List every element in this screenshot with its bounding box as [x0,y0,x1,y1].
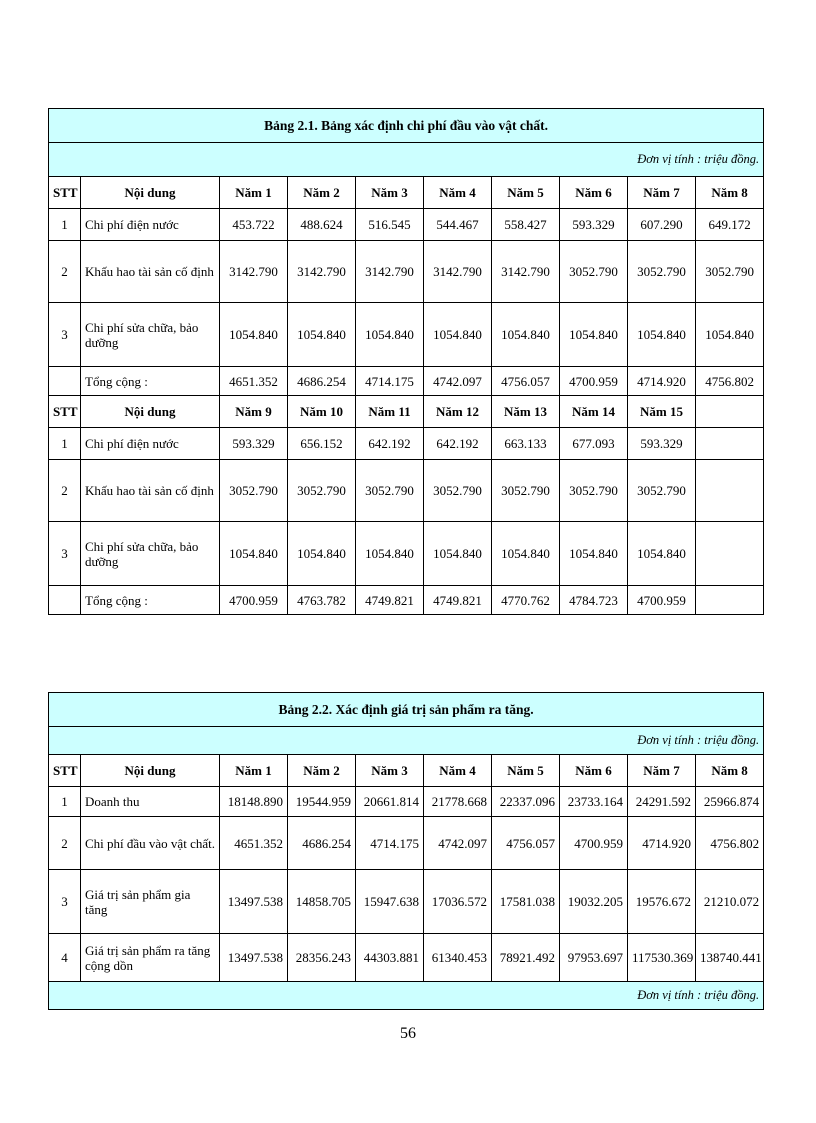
value-cell: 21778.668 [424,787,492,817]
value-cell: 3142.790 [492,241,560,303]
value-cell: 1054.840 [220,522,288,586]
value-cell: 3052.790 [492,460,560,522]
value-cell: 558.427 [492,209,560,241]
value-cell: 4714.175 [356,817,424,870]
value-cell: 28356.243 [288,934,356,982]
value-cell: 453.722 [220,209,288,241]
value-cell [696,586,764,615]
column-header: Năm 4 [424,177,492,209]
value-cell: 22337.096 [492,787,560,817]
value-cell: 25966.874 [696,787,764,817]
column-header: Năm 2 [288,177,356,209]
value-cell: 3052.790 [356,460,424,522]
value-cell: 3052.790 [628,241,696,303]
value-cell: 4714.920 [628,367,696,396]
value-cell: 4651.352 [220,817,288,870]
value-cell: 1054.840 [560,522,628,586]
column-header: Năm 1 [220,177,288,209]
value-cell: 4714.175 [356,367,424,396]
value-cell: 117530.369 [628,934,696,982]
header-row [49,177,764,209]
value-cell: 21210.072 [696,870,764,934]
row-number: 2 [49,460,81,522]
row-number: 1 [49,428,81,460]
column-header: Năm 9 [220,396,288,428]
value-cell: 4784.723 [560,586,628,615]
value-cell: 593.329 [628,428,696,460]
column-header: Năm 5 [492,177,560,209]
column-header: Năm 11 [356,396,424,428]
value-cell: 3052.790 [696,241,764,303]
value-cell [696,522,764,586]
table-row [49,870,764,934]
value-cell: 20661.814 [356,787,424,817]
value-cell: 4756.057 [492,817,560,870]
value-cell: 1054.840 [424,303,492,367]
value-cell: 4756.802 [696,817,764,870]
value-cell: 4749.821 [356,586,424,615]
column-header: Năm 6 [560,755,628,787]
row-label: Tổng cộng : [81,367,220,396]
row-label: Tổng cộng : [81,586,220,615]
column-header: Năm 6 [560,177,628,209]
row-number [49,586,81,615]
row-label: Khấu hao tài sản cố định [81,241,220,303]
value-cell: 4686.254 [288,367,356,396]
column-header: Năm 7 [628,755,696,787]
header-row [49,396,764,428]
header-row [49,755,764,787]
value-cell: 593.329 [560,209,628,241]
value-cell [696,428,764,460]
value-cell: 1054.840 [356,303,424,367]
column-header: Năm 10 [288,396,356,428]
table-row [49,209,764,241]
value-cell: 4651.352 [220,367,288,396]
value-cell: 663.133 [492,428,560,460]
row-label: Doanh thu [81,787,220,817]
row-label: Giá trị sản phẩm gia tăng [81,870,220,934]
row-number: 3 [49,870,81,934]
footer-row [49,982,764,1010]
value-cell: 3052.790 [220,460,288,522]
column-header: Năm 14 [560,396,628,428]
value-cell: 3142.790 [288,241,356,303]
value-cell: 488.624 [288,209,356,241]
value-cell: 14858.705 [288,870,356,934]
column-header: Năm 3 [356,755,424,787]
column-header: Năm 8 [696,755,764,787]
value-cell: 607.290 [628,209,696,241]
column-header [696,396,764,428]
column-header: Năm 4 [424,755,492,787]
row-label: Chi phí điện nước [81,209,220,241]
row-number: 2 [49,241,81,303]
value-cell: 649.172 [696,209,764,241]
value-cell: 3052.790 [424,460,492,522]
table-row [49,303,764,367]
column-header: STT [49,177,81,209]
unit-label: Đơn vị tính : triệu đồng. [49,143,764,177]
value-cell: 61340.453 [424,934,492,982]
value-cell: 19576.672 [628,870,696,934]
column-header: STT [49,396,81,428]
column-header: Năm 15 [628,396,696,428]
value-cell: 19032.205 [560,870,628,934]
value-cell: 642.192 [356,428,424,460]
table-row [49,787,764,817]
row-number: 1 [49,787,81,817]
value-cell: 516.545 [356,209,424,241]
value-cell: 4700.959 [220,586,288,615]
row-number: 3 [49,303,81,367]
table-row [49,241,764,303]
value-cell: 3052.790 [628,460,696,522]
table-row [49,934,764,982]
value-cell: 17581.038 [492,870,560,934]
value-cell: 544.467 [424,209,492,241]
value-cell: 4756.057 [492,367,560,396]
value-cell: 4686.254 [288,817,356,870]
column-header: Năm 13 [492,396,560,428]
value-cell: 1054.840 [492,522,560,586]
value-cell: 4770.762 [492,586,560,615]
table-row [49,428,764,460]
column-header: Năm 2 [288,755,356,787]
value-cell: 44303.881 [356,934,424,982]
table-row [49,522,764,586]
value-cell: 4763.782 [288,586,356,615]
value-cell: 656.152 [288,428,356,460]
row-number [49,367,81,396]
value-cell: 138740.441 [696,934,764,982]
table-value-added [48,692,764,1010]
table-row [49,367,764,396]
value-cell: 3052.790 [288,460,356,522]
value-cell: 78921.492 [492,934,560,982]
value-cell: 1054.840 [696,303,764,367]
column-header: Năm 5 [492,755,560,787]
column-header: Năm 3 [356,177,424,209]
value-cell: 4700.959 [560,367,628,396]
page-number: 56 [400,1025,416,1042]
value-cell: 1054.840 [560,303,628,367]
table-row [49,460,764,522]
column-header: Năm 1 [220,755,288,787]
table-row [49,586,764,615]
value-cell: 17036.572 [424,870,492,934]
value-cell: 19544.959 [288,787,356,817]
row-number: 4 [49,934,81,982]
column-header: Nội dung [81,177,220,209]
value-cell: 4742.097 [424,367,492,396]
value-cell: 3142.790 [424,241,492,303]
value-cell: 18148.890 [220,787,288,817]
unit-label: Đơn vị tính : triệu đồng. [49,982,764,1010]
row-label: Chi phí đầu vào vật chất. [81,817,220,870]
row-number: 3 [49,522,81,586]
value-cell: 593.329 [220,428,288,460]
row-label: Chi phí sửa chữa, bảo dưỡng [81,303,220,367]
table-title: Bảng 2.1. Bảng xác định chi phí đầu vào vật chất. [49,109,764,143]
column-header: STT [49,755,81,787]
table-input-costs [48,108,764,615]
row-label: Khấu hao tài sản cố định [81,460,220,522]
value-cell: 3142.790 [356,241,424,303]
value-cell: 4700.959 [628,586,696,615]
column-header: Năm 8 [696,177,764,209]
value-cell: 3142.790 [220,241,288,303]
value-cell [696,460,764,522]
value-cell: 1054.840 [288,303,356,367]
value-cell: 1054.840 [492,303,560,367]
value-cell: 4756.802 [696,367,764,396]
value-cell: 1054.840 [424,522,492,586]
value-cell: 4742.097 [424,817,492,870]
value-cell: 1054.840 [220,303,288,367]
row-label: Chi phí sửa chữa, bảo dưỡng [81,522,220,586]
row-label: Chi phí điện nước [81,428,220,460]
value-cell: 1054.840 [628,303,696,367]
value-cell: 13497.538 [220,934,288,982]
value-cell: 97953.697 [560,934,628,982]
value-cell: 4714.920 [628,817,696,870]
value-cell: 3052.790 [560,460,628,522]
row-label: Giá trị sản phẩm ra tăng cộng dồn [81,934,220,982]
value-cell: 677.093 [560,428,628,460]
unit-label: Đơn vị tính : triệu đồng. [49,727,764,755]
value-cell: 1054.840 [356,522,424,586]
value-cell: 3052.790 [560,241,628,303]
value-cell: 1054.840 [628,522,696,586]
value-cell: 13497.538 [220,870,288,934]
table-title: Bảng 2.2. Xác định giá trị sản phẩm ra tăng. [49,693,764,727]
value-cell: 642.192 [424,428,492,460]
value-cell: 1054.840 [288,522,356,586]
column-header: Nội dung [81,396,220,428]
value-cell: 24291.592 [628,787,696,817]
value-cell: 4700.959 [560,817,628,870]
column-header: Nội dung [81,755,220,787]
column-header: Năm 12 [424,396,492,428]
value-cell: 15947.638 [356,870,424,934]
row-number: 1 [49,209,81,241]
row-number: 2 [49,817,81,870]
table-row [49,817,764,870]
column-header: Năm 7 [628,177,696,209]
value-cell: 4749.821 [424,586,492,615]
value-cell: 23733.164 [560,787,628,817]
